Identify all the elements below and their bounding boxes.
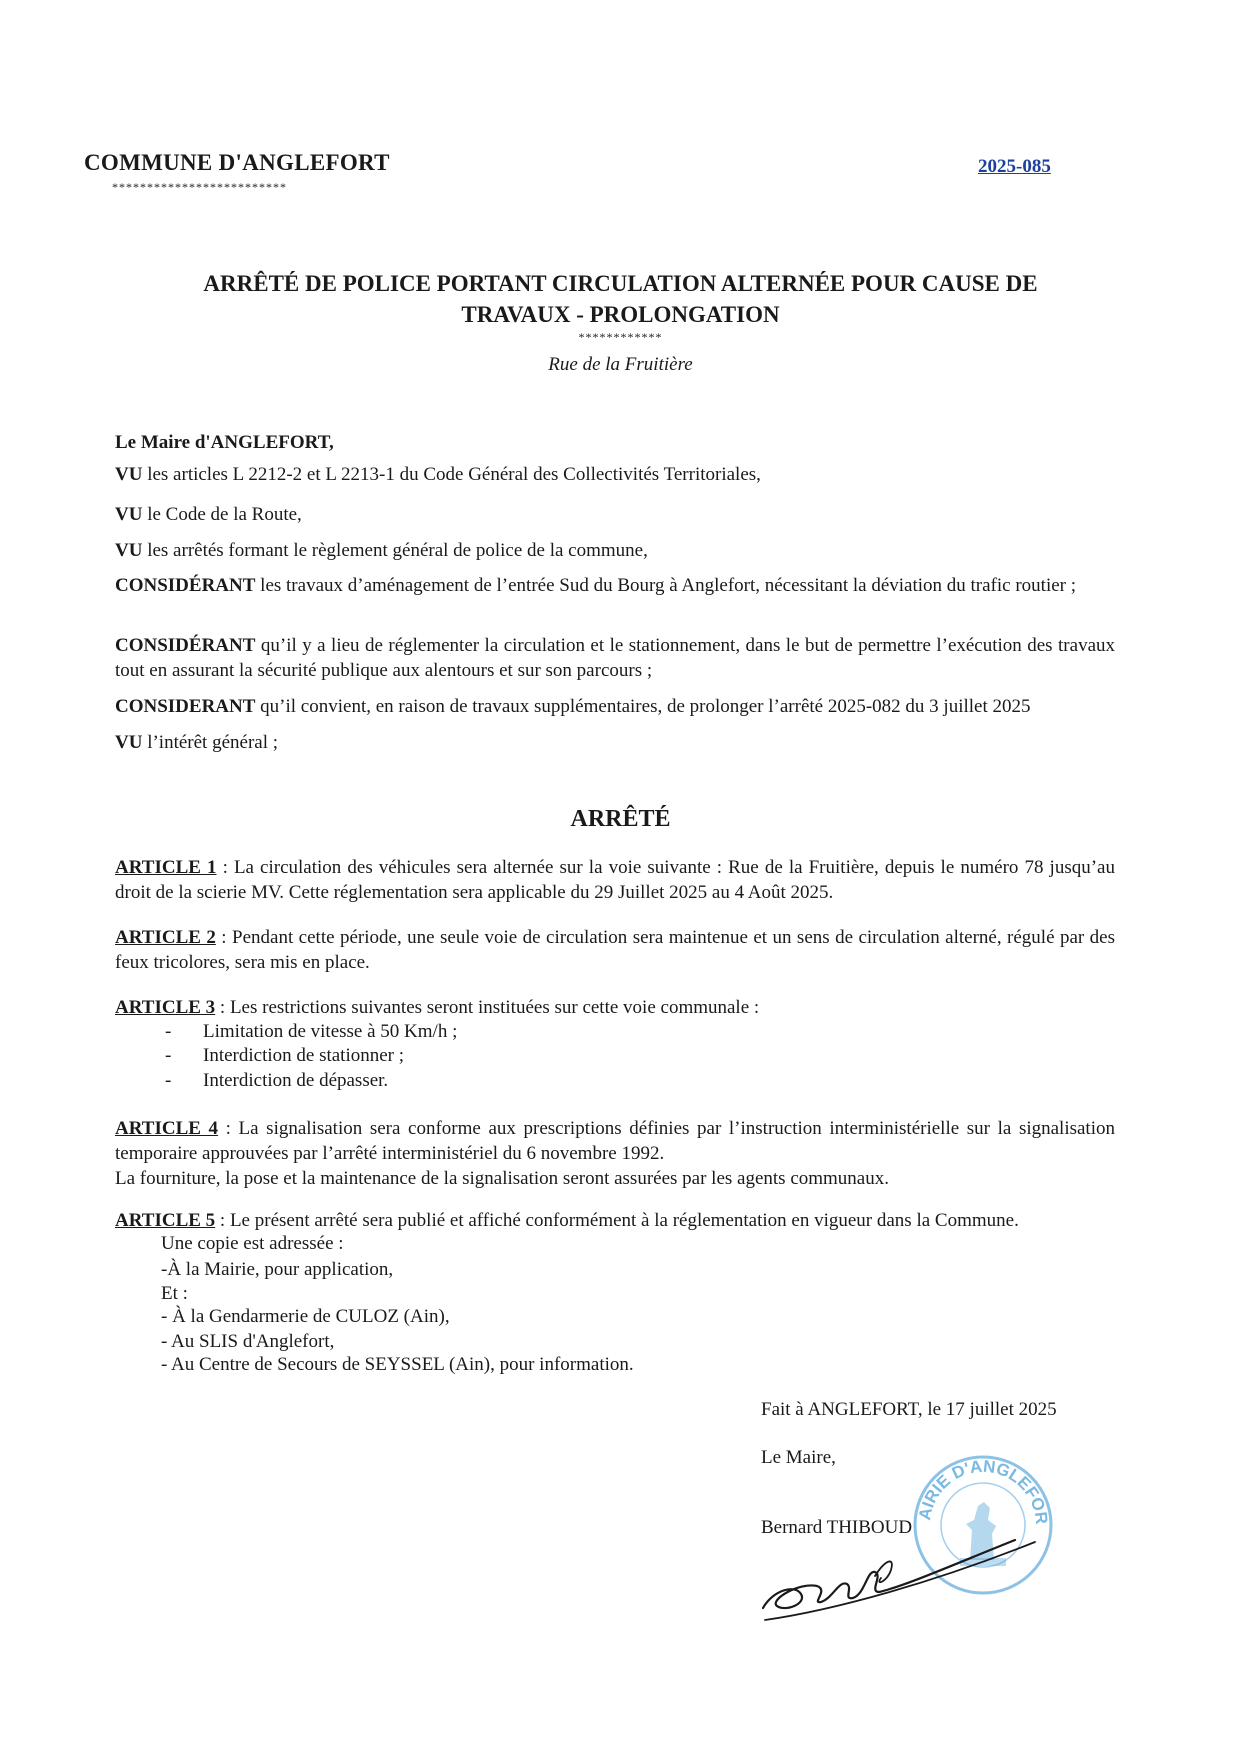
article-3 <box>115 995 1115 1020</box>
document-title <box>120 268 1121 330</box>
commune-name: COMMUNE D'ANGLEFORT <box>84 150 390 175</box>
bullet-dash: - <box>165 1021 172 1042</box>
article-5 <box>115 1208 1115 1233</box>
restriction-item: Limitation de vitesse à 50 Km/h ; <box>203 1021 458 1042</box>
article-4-continuation: La fourniture, la pose et la maintenance de la signalisation seront assurées par les agents communaux. <box>115 1168 889 1189</box>
street-subtitle: Rue de la Fruitière <box>548 354 693 375</box>
considerant-label: CONSIDÉRANT <box>115 635 256 656</box>
article-2 <box>115 925 1115 975</box>
copy-line: -À la Mairie, pour application, <box>161 1259 394 1280</box>
vu-label: VU <box>115 464 143 485</box>
signatory-name: Bernard THIBOUD <box>761 1517 913 1538</box>
article-2-text: : Pendant cette période, une seule voie de circulation sera maintenue et un sens de circulation alterné, régulé par des feux tricolores, sera mis en place. <box>115 927 1115 973</box>
considerant-text: les travaux d’aménagement de l’entrée Sud du Bourg à Anglefort, nécessitant la déviation du trafic routier ; <box>255 575 1077 596</box>
considerant-text: qu’il y a lieu de réglementer la circulation et le stationnement, dans le but de permettre l’exécution des travaux tout en assurant la sécurité publique aux alentours et sur son parcours ; <box>115 635 1115 681</box>
considerant-label: CONSIDERANT <box>115 696 256 717</box>
considerant-paragraph-1 <box>115 573 1115 598</box>
signature-graphic <box>755 1520 1045 1630</box>
arrete-heading: ARRÊTÉ <box>570 806 671 832</box>
considerant-text: qu’il convient, en raison de travaux supplémentaires, de prolonger l’arrêté 2025-082 du 3 juillet 2025 <box>255 696 1031 717</box>
title-line-1: ARRÊTÉ DE POLICE PORTANT CIRCULATION ALTERNÉE POUR CAUSE DE <box>203 271 1038 296</box>
vu-text: les articles L 2212-2 et L 2213-1 du Code Général des Collectivités Territoriales, <box>142 464 761 485</box>
copy-line: - Au Centre de Secours de SEYSSEL (Ain), pour information. <box>161 1354 634 1375</box>
restriction-item: Interdiction de stationner ; <box>203 1045 405 1066</box>
vu-paragraph-1 <box>115 462 1115 487</box>
bullet-dash: - <box>165 1045 172 1066</box>
reference-number: 2025-085 <box>978 156 1051 177</box>
article-1-text: : La circulation des véhicules sera alternée sur la voie suivante : Rue de la Fruitière, depuis le numéro 78 jusqu’au droit de la scierie MV. Cette réglementation sera applicable du 29 Juillet 2025 au 4 Août 2025. <box>115 857 1115 903</box>
handwritten-signature <box>755 1520 1045 1635</box>
vu-paragraph-2 <box>115 502 1115 527</box>
article-3-label: ARTICLE 3 <box>115 997 216 1018</box>
copy-line: - À la Gendarmerie de CULOZ (Ain), <box>161 1306 450 1327</box>
article-3-text: : Les restrictions suivantes seront instituées sur cette voie communale : <box>215 997 760 1018</box>
vu-label: VU <box>115 732 143 753</box>
article-5-label: ARTICLE 5 <box>115 1210 216 1231</box>
considerant-paragraph-2 <box>115 633 1115 683</box>
copy-line: Et : <box>161 1283 188 1304</box>
maire-intro-text: Le Maire d'ANGLEFORT, <box>115 432 334 453</box>
vu-text: le Code de la Route, <box>142 504 302 525</box>
vu-text: les arrêtés formant le règlement général de police de la commune, <box>142 540 648 561</box>
vu-paragraph-3 <box>115 538 1115 563</box>
vu-label: VU <box>115 540 143 561</box>
article-5-text: : Le présent arrêté sera publié et affiché conformément à la réglementation en vigueur dans la Commune. <box>215 1210 1019 1231</box>
considerant-paragraph-3 <box>115 694 1115 719</box>
title-stars: ************ <box>578 330 663 344</box>
article-4-text: : La signalisation sera conforme aux prescriptions définies par l’instruction interministérielle sur la signalisation temporaire approuvées par l’arrêté interministériel du 6 novembre 1992. <box>115 1118 1115 1164</box>
copy-line: Une copie est adressée : <box>161 1233 344 1254</box>
header-stars: ************************* <box>112 180 287 194</box>
maire-intro <box>115 430 1115 455</box>
vu-text: l’intérêt général ; <box>142 732 279 753</box>
vu-paragraph-4 <box>115 730 1115 755</box>
article-1-label: ARTICLE 1 <box>115 857 217 878</box>
bullet-dash: - <box>165 1070 172 1091</box>
copy-line: - Au SLIS d'Anglefort, <box>161 1331 335 1352</box>
considerant-label: CONSIDÉRANT <box>115 575 256 596</box>
signatory-title: Le Maire, <box>761 1447 836 1468</box>
place-date: Fait à ANGLEFORT, le 17 juillet 2025 <box>761 1399 1057 1420</box>
restriction-item: Interdiction de dépasser. <box>203 1070 389 1091</box>
article-1 <box>115 855 1115 905</box>
article-4-label: ARTICLE 4 <box>115 1118 219 1139</box>
title-line-2: TRAVAUX - PROLONGATION <box>461 302 780 327</box>
article-4 <box>115 1116 1115 1166</box>
article-2-label: ARTICLE 2 <box>115 927 216 948</box>
vu-label: VU <box>115 504 143 525</box>
stamp-text: AIRIE D'ANGLEFOR <box>915 1456 1052 1526</box>
